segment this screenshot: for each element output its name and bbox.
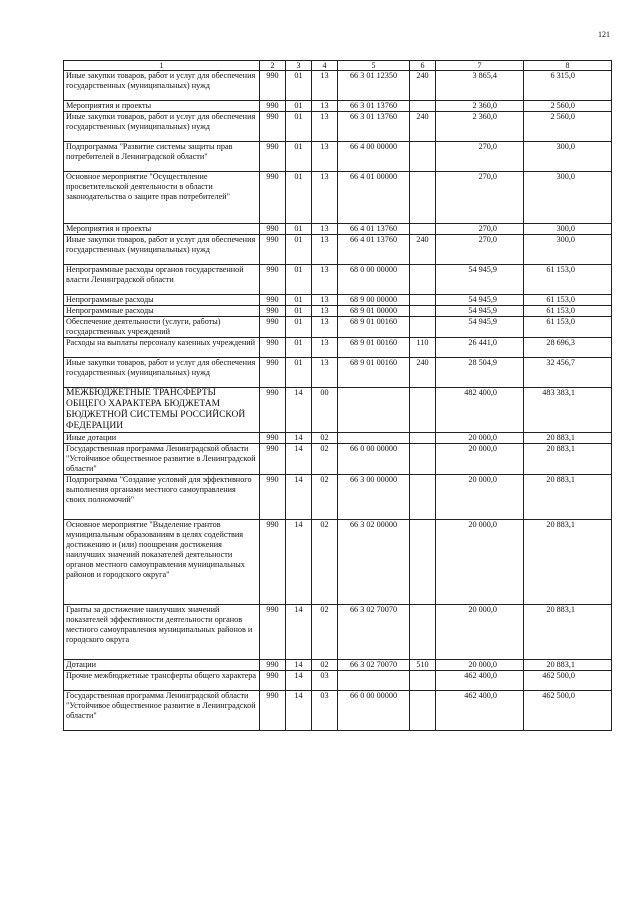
row-code-type [410, 475, 436, 520]
row-code-ministry: 990 [260, 142, 286, 172]
row-code-ministry: 990 [260, 671, 286, 691]
row-name: Непрограммные расходы органов государственной власти Ленинградской области [64, 265, 260, 295]
header-cell: 2 [260, 61, 286, 71]
row-code-subsection: 13 [312, 338, 338, 358]
row-code-subsection: 13 [312, 142, 338, 172]
row-code-target: 66 4 01 00000 [338, 172, 410, 224]
row-code-target: 68 9 01 00160 [338, 338, 410, 358]
row-code-subsection: 13 [312, 112, 338, 142]
table-row [64, 71, 612, 101]
row-amount-year2: 20 883,1 [524, 605, 612, 660]
row-code-type [410, 101, 436, 112]
row-code-ministry: 990 [260, 605, 286, 660]
row-name: Обеспечение деятельности (услуги, работы) государственных учреждений [64, 317, 260, 338]
row-amount-year2: 20 883,1 [524, 475, 612, 520]
row-amount-year2: 300,0 [524, 235, 612, 265]
row-code-ministry: 990 [260, 317, 286, 338]
row-code-type [410, 691, 436, 731]
table-row [64, 172, 612, 224]
row-amount-year1: 28 504,9 [436, 358, 524, 388]
row-code-ministry: 990 [260, 388, 286, 433]
row-amount-year1: 20 000,0 [436, 475, 524, 520]
row-code-section: 14 [286, 520, 312, 605]
row-code-section: 01 [286, 317, 312, 338]
row-code-target: 66 3 02 70070 [338, 660, 410, 671]
row-amount-year2: 300,0 [524, 172, 612, 224]
row-code-type: 240 [410, 235, 436, 265]
row-code-ministry: 990 [260, 306, 286, 317]
row-code-type [410, 172, 436, 224]
table-row [64, 224, 612, 235]
header-cell: 5 [338, 61, 410, 71]
header-cell: 3 [286, 61, 312, 71]
row-code-target: 66 3 00 00000 [338, 475, 410, 520]
row-code-section: 14 [286, 660, 312, 671]
row-code-ministry: 990 [260, 101, 286, 112]
row-code-type [410, 388, 436, 433]
row-code-type: 240 [410, 71, 436, 101]
row-code-section: 14 [286, 444, 312, 475]
row-code-ministry: 990 [260, 520, 286, 605]
row-code-target: 66 0 00 00000 [338, 691, 410, 731]
row-code-section: 14 [286, 605, 312, 660]
row-amount-year1: 462 400,0 [436, 691, 524, 731]
row-name: Непрограммные расходы [64, 306, 260, 317]
row-code-subsection: 02 [312, 433, 338, 444]
row-amount-year1: 26 441,0 [436, 338, 524, 358]
row-code-type [410, 520, 436, 605]
table-row [64, 295, 612, 306]
row-code-subsection: 00 [312, 388, 338, 433]
table-row [64, 265, 612, 295]
row-code-section: 14 [286, 691, 312, 731]
row-amount-year2: 462 500,0 [524, 671, 612, 691]
row-amount-year2: 300,0 [524, 224, 612, 235]
row-amount-year1: 270,0 [436, 224, 524, 235]
row-code-subsection: 03 [312, 671, 338, 691]
table-row [64, 433, 612, 444]
row-amount-year1: 20 000,0 [436, 605, 524, 660]
row-code-type: 240 [410, 358, 436, 388]
row-code-ministry: 990 [260, 265, 286, 295]
header-cell: 6 [410, 61, 436, 71]
row-code-type [410, 444, 436, 475]
row-amount-year1: 462 400,0 [436, 671, 524, 691]
row-amount-year2: 300,0 [524, 142, 612, 172]
table-row [64, 671, 612, 691]
row-code-type [410, 224, 436, 235]
row-name: Мероприятия и проекты [64, 224, 260, 235]
row-code-subsection: 02 [312, 520, 338, 605]
row-amount-year2: 6 315,0 [524, 71, 612, 101]
table-row [64, 660, 612, 671]
row-code-section: 14 [286, 433, 312, 444]
table-row [64, 317, 612, 338]
row-code-target: 66 3 02 70070 [338, 605, 410, 660]
row-code-target: 66 4 01 13760 [338, 224, 410, 235]
row-code-subsection: 02 [312, 444, 338, 475]
row-amount-year2: 2 560,0 [524, 112, 612, 142]
row-code-section: 01 [286, 71, 312, 101]
row-code-type [410, 605, 436, 660]
row-code-ministry: 990 [260, 444, 286, 475]
row-amount-year2: 61 153,0 [524, 295, 612, 306]
row-name: Основное мероприятие "Выделение грантов муниципальным образованиям в целях содействия достижению и (или) поощрения достижения наилучших значений показателей деятельности органов местного самоуправления муниципальных районов и городского округа" [64, 520, 260, 605]
header-row [64, 61, 612, 71]
row-code-section: 01 [286, 338, 312, 358]
row-code-subsection: 13 [312, 295, 338, 306]
row-code-target [338, 671, 410, 691]
row-code-section: 01 [286, 306, 312, 317]
table-row [64, 306, 612, 317]
row-amount-year1: 20 000,0 [436, 444, 524, 475]
row-code-ministry: 990 [260, 433, 286, 444]
table-row [64, 112, 612, 142]
row-code-subsection: 13 [312, 358, 338, 388]
row-name: Гранты за достижение наилучших значений показателей эффективности деятельности органов местного самоуправления муниципальных районов и городского округа [64, 605, 260, 660]
row-code-subsection: 02 [312, 475, 338, 520]
row-code-section: 14 [286, 671, 312, 691]
budget-table [63, 60, 612, 731]
row-name: Иные дотации [64, 433, 260, 444]
row-code-target: 66 4 00 00000 [338, 142, 410, 172]
page-number: 121 [598, 30, 610, 39]
row-amount-year1: 20 000,0 [436, 433, 524, 444]
row-amount-year2: 28 696,3 [524, 338, 612, 358]
table-row [64, 142, 612, 172]
table-row [64, 388, 612, 433]
row-code-type [410, 671, 436, 691]
row-code-type: 240 [410, 112, 436, 142]
row-code-section: 01 [286, 265, 312, 295]
row-name: Мероприятия и проекты [64, 101, 260, 112]
row-code-type: 510 [410, 660, 436, 671]
row-code-target: 68 9 00 00000 [338, 295, 410, 306]
row-amount-year1: 2 360,0 [436, 112, 524, 142]
header-cell: 4 [312, 61, 338, 71]
row-name: Иные закупки товаров, работ и услуг для обеспечения государственных (муниципальных) нужд [64, 112, 260, 142]
row-code-ministry: 990 [260, 71, 286, 101]
row-code-ministry: 990 [260, 295, 286, 306]
row-code-ministry: 990 [260, 475, 286, 520]
row-code-type [410, 142, 436, 172]
row-name: Иные закупки товаров, работ и услуг для обеспечения государственных (муниципальных) нужд [64, 71, 260, 101]
row-code-type [410, 433, 436, 444]
row-code-section: 01 [286, 358, 312, 388]
row-code-target: 66 4 01 13760 [338, 235, 410, 265]
row-amount-year1: 54 945,9 [436, 265, 524, 295]
row-amount-year2: 462 500,0 [524, 691, 612, 731]
row-amount-year2: 61 153,0 [524, 265, 612, 295]
row-code-ministry: 990 [260, 224, 286, 235]
row-code-target: 66 3 01 12350 [338, 71, 410, 101]
row-code-target: 66 0 00 00000 [338, 444, 410, 475]
row-name: Государственная программа Ленинградской области "Устойчивое общественное развитие в Ленинградской области" [64, 691, 260, 731]
row-code-target: 66 3 01 13760 [338, 112, 410, 142]
row-code-section: 01 [286, 295, 312, 306]
row-amount-year2: 20 883,1 [524, 520, 612, 605]
row-code-type [410, 265, 436, 295]
row-code-section: 01 [286, 101, 312, 112]
row-code-subsection: 13 [312, 224, 338, 235]
table-row [64, 605, 612, 660]
row-code-ministry: 990 [260, 172, 286, 224]
header-cell: 8 [524, 61, 612, 71]
row-code-section: 01 [286, 112, 312, 142]
row-code-section: 14 [286, 475, 312, 520]
row-code-section: 01 [286, 235, 312, 265]
row-name: Прочие межбюджетные трансферты общего характера [64, 671, 260, 691]
row-code-ministry: 990 [260, 660, 286, 671]
row-code-target: 68 9 01 00160 [338, 358, 410, 388]
row-code-target [338, 433, 410, 444]
row-code-section: 01 [286, 172, 312, 224]
header-cell: 1 [64, 61, 260, 71]
row-code-subsection: 13 [312, 235, 338, 265]
row-amount-year1: 54 945,9 [436, 295, 524, 306]
row-amount-year1: 482 400,0 [436, 388, 524, 433]
row-code-subsection: 13 [312, 317, 338, 338]
row-name: Подпрограмма "Создание условий для эффективного выполнения органами местного самоуправления своих полномочий" [64, 475, 260, 520]
row-code-subsection: 02 [312, 605, 338, 660]
row-amount-year2: 20 883,1 [524, 444, 612, 475]
row-code-subsection: 13 [312, 172, 338, 224]
row-amount-year1: 2 360,0 [436, 101, 524, 112]
row-amount-year1: 20 000,0 [436, 660, 524, 671]
row-amount-year1: 54 945,9 [436, 317, 524, 338]
table-body [64, 71, 612, 731]
row-name: Подпрограмма "Развитие системы защиты прав потребителей в Ленинградской области" [64, 142, 260, 172]
row-amount-year1: 54 945,9 [436, 306, 524, 317]
table-row [64, 444, 612, 475]
header-cell: 7 [436, 61, 524, 71]
table-row [64, 338, 612, 358]
row-code-type [410, 295, 436, 306]
row-code-target: 68 9 01 00160 [338, 317, 410, 338]
table-row [64, 691, 612, 731]
row-name: МЕЖБЮДЖЕТНЫЕ ТРАНСФЕРТЫ ОБЩЕГО ХАРАКТЕРА БЮДЖЕТАМ БЮДЖЕТНОЙ СИСТЕМЫ РОССИЙСКОЙ ФЕДЕРАЦИИ [64, 388, 260, 433]
row-code-subsection: 13 [312, 101, 338, 112]
row-name: Иные закупки товаров, работ и услуг для обеспечения государственных (муниципальных) нужд [64, 235, 260, 265]
row-code-ministry: 990 [260, 691, 286, 731]
row-amount-year1: 270,0 [436, 172, 524, 224]
row-code-subsection: 03 [312, 691, 338, 731]
row-code-target: 66 3 01 13760 [338, 101, 410, 112]
table-row [64, 520, 612, 605]
row-amount-year2: 32 456,7 [524, 358, 612, 388]
row-amount-year1: 20 000,0 [436, 520, 524, 605]
row-code-section: 01 [286, 224, 312, 235]
row-code-subsection: 13 [312, 265, 338, 295]
table-row [64, 101, 612, 112]
row-code-type [410, 306, 436, 317]
row-amount-year1: 270,0 [436, 142, 524, 172]
table-row [64, 358, 612, 388]
row-amount-year2: 61 153,0 [524, 306, 612, 317]
row-code-ministry: 990 [260, 112, 286, 142]
row-name: Основное мероприятие "Осуществление просветительской деятельности в области законодательства о защите прав потребителей" [64, 172, 260, 224]
row-code-ministry: 990 [260, 338, 286, 358]
row-amount-year1: 270,0 [436, 235, 524, 265]
row-amount-year2: 2 560,0 [524, 101, 612, 112]
row-code-ministry: 990 [260, 358, 286, 388]
table-row [64, 235, 612, 265]
row-name: Расходы на выплаты персоналу казенных учреждений [64, 338, 260, 358]
row-amount-year2: 61 153,0 [524, 317, 612, 338]
table-row [64, 475, 612, 520]
row-amount-year1: 3 865,4 [436, 71, 524, 101]
row-code-section: 14 [286, 388, 312, 433]
row-amount-year2: 483 383,1 [524, 388, 612, 433]
row-code-target: 66 3 02 00000 [338, 520, 410, 605]
row-code-target: 68 9 01 00000 [338, 306, 410, 317]
row-name: Государственная программа Ленинградской области "Устойчивое общественное развитие в Ленинградской области" [64, 444, 260, 475]
row-code-type: 110 [410, 338, 436, 358]
row-code-target [338, 388, 410, 433]
row-code-target: 68 0 00 00000 [338, 265, 410, 295]
row-code-subsection: 13 [312, 71, 338, 101]
row-code-ministry: 990 [260, 235, 286, 265]
row-code-subsection: 02 [312, 660, 338, 671]
row-name: Дотации [64, 660, 260, 671]
row-amount-year2: 20 883,1 [524, 660, 612, 671]
row-code-subsection: 13 [312, 306, 338, 317]
row-code-section: 01 [286, 142, 312, 172]
row-name: Иные закупки товаров, работ и услуг для обеспечения государственных (муниципальных) нужд [64, 358, 260, 388]
row-amount-year2: 20 883,1 [524, 433, 612, 444]
row-code-type [410, 317, 436, 338]
row-name: Непрограммные расходы [64, 295, 260, 306]
